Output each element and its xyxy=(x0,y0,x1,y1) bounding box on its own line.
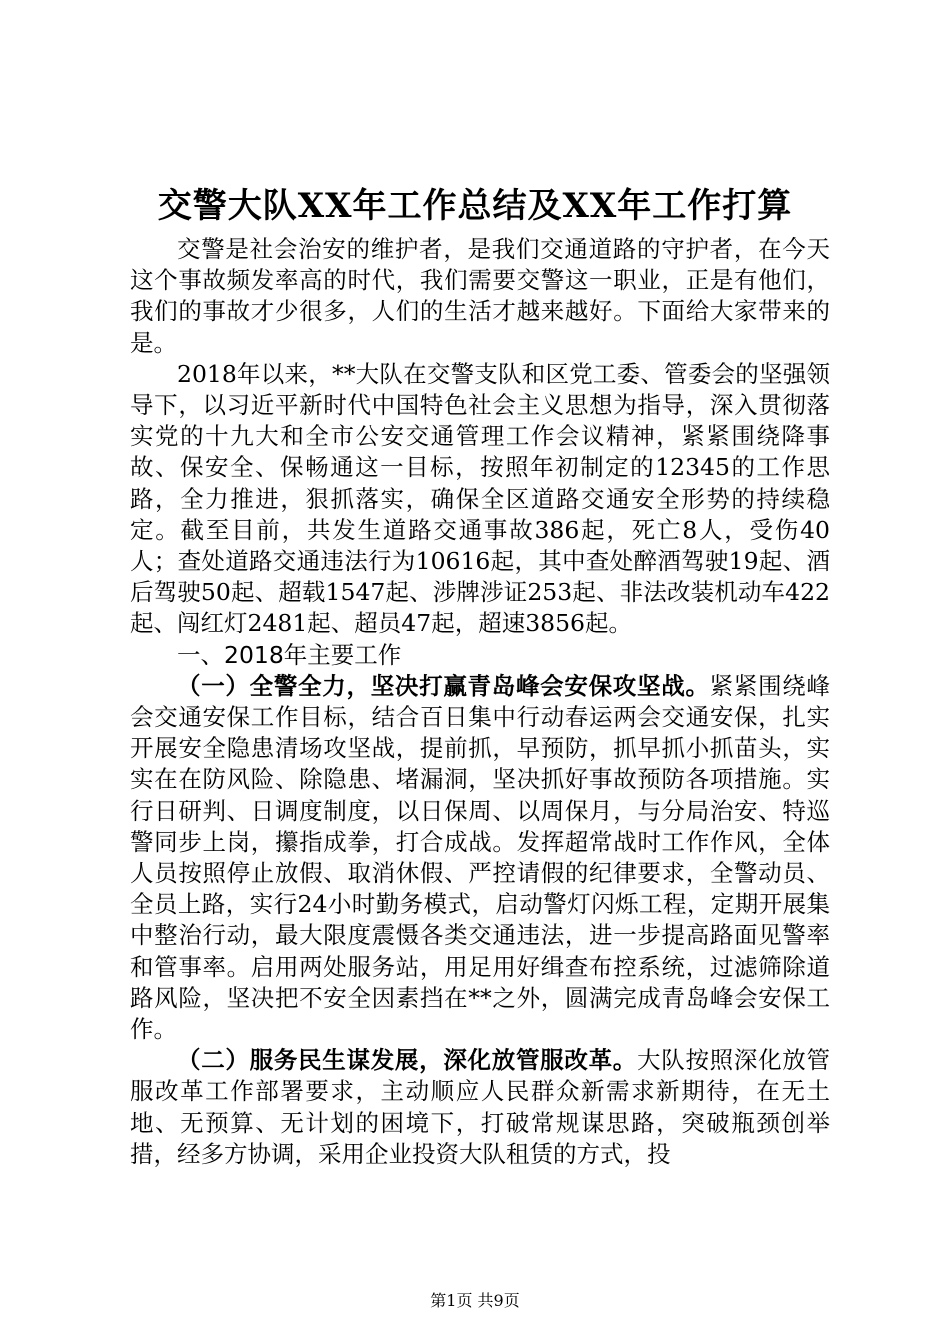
page-title: 交警大队XX年工作总结及XX年工作打算 xyxy=(157,186,793,226)
item1-body: 紧紧围绕峰会交通安保工作目标，结合百日集中行动春运两会交通安保，扎实开展安全隐患清场攻坚战，提前抓，早预防，抓早抓小抓苗头，实实在在防风险、除隐患、堵漏洞，坚决抓好事故预防各项措施。实行日研判、日调度制度，以日保周、以周保月，与分局治安、特巡警同步上岗，攥指成拳，打合成战。发挥超常战时工作作风，全体人员按照停止放假、取消休假、严控请假的纪律要求，全警动员、全员上路，实行24小时勤务模式，启动警灯闪烁工程，定期开展集中整治行动，最大限度震慑各类交通违法，进一步提高路面见警率和管事率。启用两处服务站，用足用好缉查布控系统，过滤筛除道路风险，坚决把不安全因素挡在**之外，圆满完成青岛峰会安保工作。 xyxy=(130,671,831,1044)
intro-paragraph: 交警是社会治安的维护者，是我们交通道路的守护者，在今天这个事故频发率高的时代，我们需要交警这一职业，正是有他们，我们的事故才少很多，人们的生活才越来越好。下面给大家带来的是。 xyxy=(130,235,830,357)
item1-lead: （一）全警全力，坚决打赢青岛峰会安保攻坚战。 xyxy=(177,671,710,700)
page-indicator: 第1页 共9页 xyxy=(430,1291,520,1310)
section-heading: 一、2018年主要工作 xyxy=(177,640,402,669)
item1-paragraph xyxy=(130,671,830,1045)
overview-paragraph: 2018年以来，**大队在交警支队和区党工委、管委会的坚强领导下，以习近平新时代中国特色社会主义思想为指导，深入贯彻落实党的十九大和全市公安交通管理工作会议精神，紧紧围绕降事故、保安全、保畅通这一目标，按照年初制定的12345的工作思路，全力推进，狠抓落实，确保全区道路交通安全形势的持续稳定。截至目前，共发生道路交通事故386起，死亡8人，受伤40人；查处道路交通违法行为10616起，其中查处醉酒驾驶19起、酒后驾驶50起、超载1547起、涉牌涉证253起、非法改装机动车422起、闯红灯2481起、超员47起，超速3856起。 xyxy=(130,359,830,638)
item2-paragraph xyxy=(130,1045,830,1170)
document-body xyxy=(130,234,830,1170)
item2-lead: （二）服务民生谋发展，深化放管服改革。 xyxy=(177,1046,638,1075)
item2-body: 大队按照深化放管服改革工作部署要求，主动顺应人民群众新需求新期待，在无土地、无预算、无计划的困境下，打破常规谋思路，突破瓶颈创举措，经多方协调，采用企业投资大队租赁的方式，投 xyxy=(130,1046,831,1168)
